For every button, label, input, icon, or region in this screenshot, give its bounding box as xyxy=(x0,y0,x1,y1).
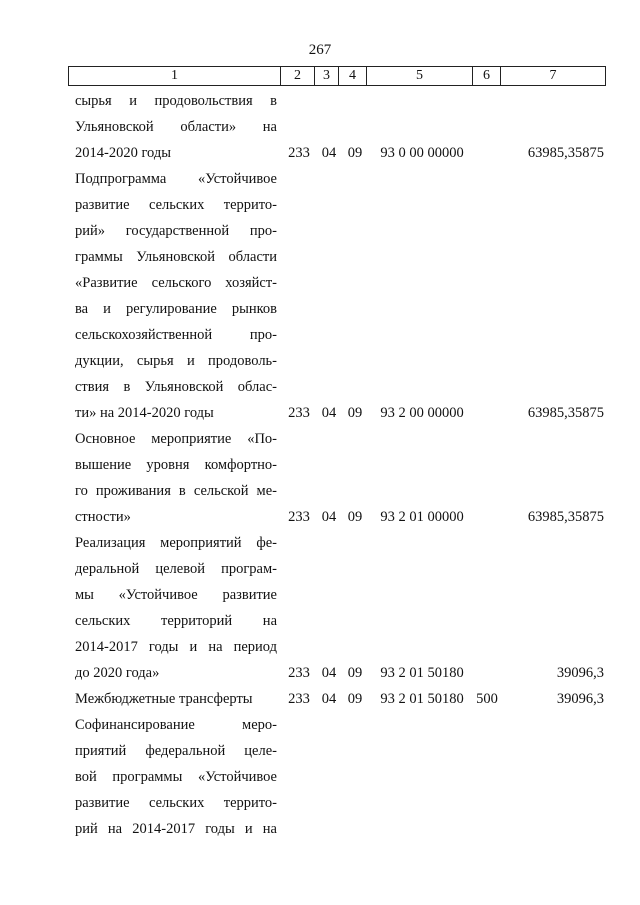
row-cell-c5: 93 2 01 50180 xyxy=(380,665,464,681)
row-description-line: вышение уровня комфортно- xyxy=(75,457,277,473)
row-cell-c3: 04 xyxy=(321,509,337,525)
row-cell-c2: 233 xyxy=(288,509,310,525)
row-description-line: развитие сельских террито- xyxy=(75,795,277,811)
row-cell-c2: 233 xyxy=(288,691,310,707)
row-description-line: 2014-2017 годы и на период xyxy=(75,639,277,655)
row-cell-c4: 09 xyxy=(347,691,363,707)
header-col-7: 7 xyxy=(549,68,557,83)
row-description-line: Реализация мероприятий фе- xyxy=(75,535,277,551)
row-description-line: стности» xyxy=(75,509,131,525)
row-cell-c2: 233 xyxy=(288,145,310,161)
page-number: 267 xyxy=(308,42,332,58)
row-description-line: до 2020 года» xyxy=(75,665,160,681)
header-col-4: 4 xyxy=(339,67,367,85)
row-cell-c7: 39096,3 xyxy=(556,665,604,681)
row-description-line: сырья и продовольствия в xyxy=(75,93,277,109)
row-cell-c7: 39096,3 xyxy=(556,691,604,707)
row-cell-c5: 93 0 00 00000 xyxy=(380,145,464,161)
row-cell-c7: 63985,35875 xyxy=(527,509,604,525)
row-description-line: рий на 2014-2017 годы и на xyxy=(75,821,277,837)
row-cell-c4: 09 xyxy=(347,509,363,525)
row-description-line: «Развитие сельского хозяйст- xyxy=(75,275,277,291)
header-col-2: 2 xyxy=(281,67,315,85)
row-cell-c4: 09 xyxy=(347,405,363,421)
row-description-line: рий» государственной про- xyxy=(75,223,277,239)
table-header xyxy=(68,66,606,86)
row-cell-c5: 93 2 00 00000 xyxy=(380,405,464,421)
row-description-line: Межбюджетные трансферты xyxy=(75,691,253,707)
header-col-3: 3 xyxy=(315,67,339,85)
row-description-line: дукции, сырья и продоволь- xyxy=(75,353,277,369)
row-description-line: деральной целевой програм- xyxy=(75,561,277,577)
row-cell-c4: 09 xyxy=(347,145,363,161)
row-description-line: Софинансирование меро- xyxy=(75,717,277,733)
row-description-line: сельских территорий на xyxy=(75,613,277,629)
row-description-line: ствия в Ульяновской облас- xyxy=(75,379,277,395)
row-cell-c6: 500 xyxy=(476,691,498,707)
row-cell-c3: 04 xyxy=(321,145,337,161)
row-cell-c7: 63985,35875 xyxy=(527,145,604,161)
row-cell-c3: 04 xyxy=(321,665,337,681)
row-description-line: 2014-2020 годы xyxy=(75,145,171,161)
row-cell-c3: 04 xyxy=(321,405,337,421)
header-col-1: 1 xyxy=(69,67,281,85)
row-description-line: го проживания в сельской ме- xyxy=(75,483,277,499)
row-description-line: ти» на 2014-2020 годы xyxy=(75,405,214,421)
row-description-line: вой программы «Устойчивое xyxy=(75,769,277,785)
row-description-line: Подпрограмма «Устойчивое xyxy=(75,171,277,187)
row-description-line: ва и регулирование рынков xyxy=(75,301,277,317)
row-cell-c7: 63985,35875 xyxy=(527,405,604,421)
row-description-line: мы «Устойчивое развитие xyxy=(75,587,277,603)
header-col-5: 5 xyxy=(367,67,473,85)
row-cell-c3: 04 xyxy=(321,691,337,707)
row-cell-c4: 09 xyxy=(347,665,363,681)
row-cell-c2: 233 xyxy=(288,405,310,421)
row-description-line: Основное мероприятие «По- xyxy=(75,431,277,447)
row-description-line: Ульяновской области» на xyxy=(75,119,277,135)
row-cell-c5: 93 2 01 00000 xyxy=(380,509,464,525)
row-description-line: граммы Ульяновской области xyxy=(75,249,277,265)
header-col-6: 6 xyxy=(473,67,501,85)
row-description-line: приятий федеральной целе- xyxy=(75,743,277,759)
row-description-line: сельскохозяйственной про- xyxy=(75,327,277,343)
row-cell-c5: 93 2 01 50180 xyxy=(380,691,464,707)
row-cell-c2: 233 xyxy=(288,665,310,681)
row-description-line: развитие сельских террито- xyxy=(75,197,277,213)
